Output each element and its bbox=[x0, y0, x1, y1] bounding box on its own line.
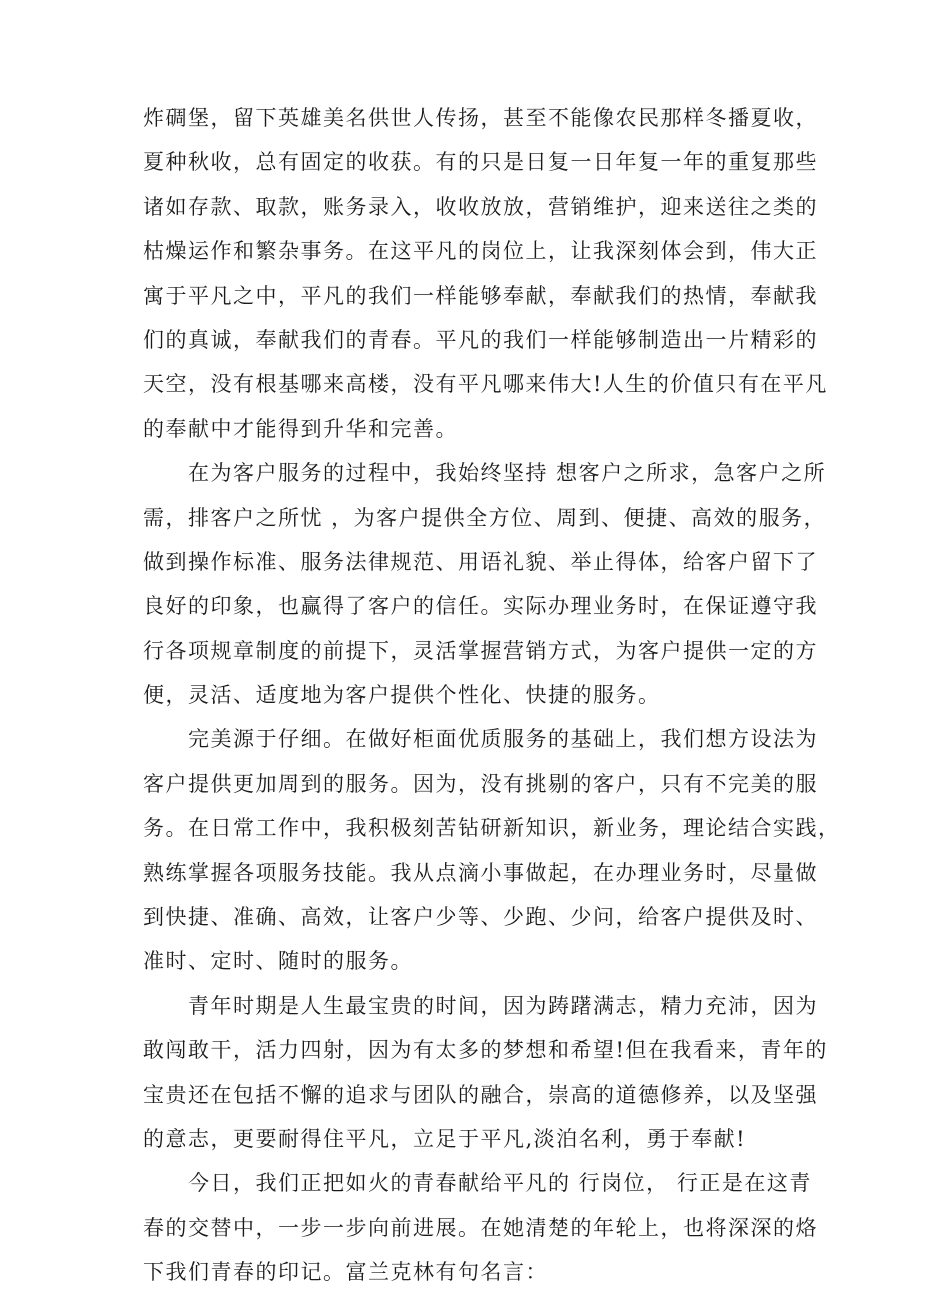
text-line: 们的真诚，奉献我们的青春。平凡的我们一样能够制造出一片精彩的 bbox=[143, 327, 818, 352]
text-line: 的意志，更要耐得住平凡，立足于平凡,淡泊名利，勇于奉献! bbox=[143, 1126, 747, 1151]
text-line: 下我们青春的印记。富兰克林有句名言： bbox=[143, 1260, 548, 1285]
text-line: 务。在日常工作中，我积极刻苦钻研新知识，新业务，理论结合实践， bbox=[143, 816, 841, 841]
paragraph-start-line: 今日，我们正把如火的青春献给平凡的 行岗位， 行正是在这青 bbox=[188, 1171, 812, 1196]
text-line: 行各项规章制度的前提下，灵活掌握营销方式，为客户提供一定的方 bbox=[143, 638, 818, 663]
text-line: 寓于平凡之中，平凡的我们一样能够奉献，奉献我们的热情，奉献我 bbox=[143, 283, 818, 308]
text-line: 枯燥运作和繁杂事务。在这平凡的岗位上，让我深刻体会到，伟大正 bbox=[143, 239, 818, 264]
text-line: 熟练掌握各项服务技能。我从点滴小事做起，在办理业务时，尽量做 bbox=[143, 860, 818, 885]
text-line: 诸如存款、取款，账务录入，收收放放，营销维护，迎来送往之类的 bbox=[143, 194, 818, 219]
text-line: 春的交替中，一步一步向前进展。在她清楚的年轮上，也将深深的烙 bbox=[143, 1215, 818, 1240]
text-line: 的奉献中才能得到升华和完善。 bbox=[143, 416, 458, 441]
text-line: 良好的印象，也赢得了客户的信任。实际办理业务时，在保证遵守我 bbox=[143, 594, 818, 619]
text-line: 便，灵活、适度地为客户提供个性化、快捷的服务。 bbox=[143, 683, 661, 708]
paragraph-start-line: 青年时期是人生最宝贵的时间，因为踌躇满志，精力充沛，因为 bbox=[188, 993, 818, 1018]
text-line: 需，排客户之所忧 ，为客户提供全方位、周到、便捷、高效的服务， bbox=[143, 505, 827, 530]
text-line: 宝贵还在包括不懈的追求与团队的融合，崇高的道德修养，以及坚强 bbox=[143, 1082, 818, 1107]
text-line: 天空，没有根基哪来高楼，没有平凡哪来伟大!人生的价值只有在平凡 bbox=[143, 372, 828, 397]
paragraph-start-line: 完美源于仔细。在做好柜面优质服务的基础上，我们想方设法为 bbox=[188, 727, 818, 752]
text-line: 炸碉堡，留下英雄美名供世人传扬，甚至不能像农民那样冬播夏收， bbox=[143, 106, 818, 130]
body-text bbox=[143, 96, 841, 1295]
text-line: 客户提供更加周到的服务。因为，没有挑剔的客户，只有不完美的服 bbox=[143, 771, 818, 796]
text-line: 夏种秋收，总有固定的收获。有的只是日复一日年复一年的重复那些 bbox=[143, 150, 818, 175]
text-line: 做到操作标准、服务法律规范、用语礼貌、举止得体，给客户留下了 bbox=[143, 549, 818, 574]
text-line: 准时、定时、随时的服务。 bbox=[143, 949, 413, 974]
text-line: 到快捷、准确、高效，让客户少等、少跑、少问，给客户提供及时、 bbox=[143, 905, 818, 930]
text-line: 敢闯敢干，活力四射，因为有太多的梦想和希望!但在我看来，青年的 bbox=[143, 1038, 828, 1063]
paragraph-start-line: 在为客户服务的过程中，我始终坚持 想客户之所求，急客户之所 bbox=[188, 461, 827, 486]
